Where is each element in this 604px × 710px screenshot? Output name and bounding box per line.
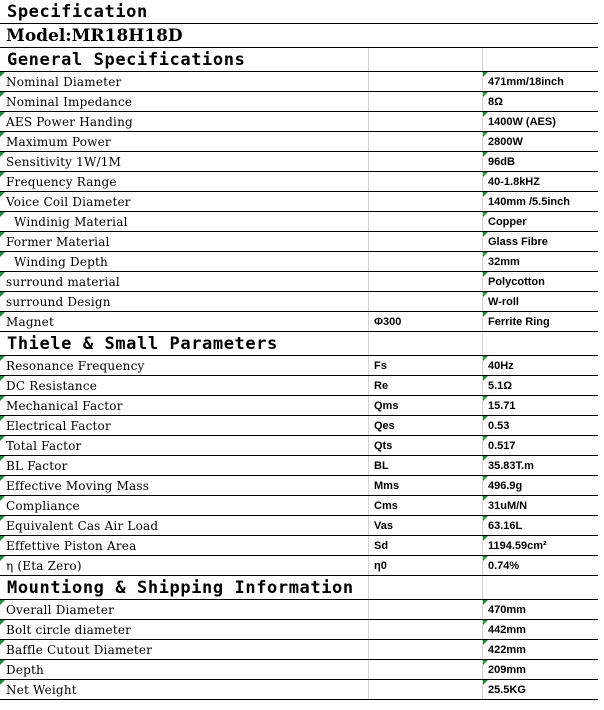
parameter-label: Maximum Power [6,135,111,149]
parameter-value: 15.71 [488,400,516,412]
cell-note-marker-icon [0,192,5,197]
parameter-label: Former Material [6,235,110,249]
parameter-value: 25.5KG [488,684,526,696]
table-row [0,172,598,192]
parameter-value: 0.74% [488,560,520,572]
parameter-value: 1194.59cm² [488,540,547,552]
parameter-symbol: Cms [374,500,398,512]
parameter-value: Copper [488,216,527,228]
cell-note-marker-icon [0,536,5,541]
parameter-label: Frequency Range [6,175,117,189]
table-row [0,92,598,112]
table-row [0,680,598,700]
parameter-value-cell[interactable] [482,436,598,455]
cell-note-marker-icon [0,476,5,481]
parameter-label: DC Resistance [6,379,98,393]
parameter-label: Equivalent Cas Air Load [6,519,159,533]
parameter-symbol-cell[interactable] [368,536,482,555]
parameter-label: Compliance [6,499,80,513]
parameter-name-cell[interactable] [0,232,368,251]
parameter-label: Electrical Factor [6,419,111,433]
parameter-value-cell[interactable] [482,312,598,331]
cell-note-marker-icon [0,496,5,501]
parameter-symbol-cell[interactable] [368,516,482,535]
parameter-symbol-cell[interactable] [368,436,482,455]
parameter-value-cell[interactable] [482,600,598,619]
table-row [0,436,598,456]
parameter-name-cell[interactable] [0,112,368,131]
cell-note-marker-icon [0,356,5,361]
parameter-value: 470mm [488,604,526,616]
parameter-label: surround material [6,275,120,289]
parameter-name-cell[interactable] [0,476,368,495]
parameter-symbol-cell[interactable] [368,132,482,151]
parameter-value-cell[interactable] [482,192,598,211]
parameter-symbol: Sd [374,540,389,552]
parameter-symbol-cell[interactable] [368,680,482,699]
parameter-value-cell[interactable] [482,92,598,111]
cell-note-marker-icon [0,172,5,177]
cell-note-marker-icon [0,680,5,685]
parameter-value: 1400W (AES) [488,116,556,128]
parameter-name-cell[interactable] [0,436,368,455]
column-divider [368,576,369,599]
cell-note-marker-icon [0,232,5,237]
cell-note-marker-icon [0,620,5,625]
cell-note-marker-icon [0,272,5,277]
cell-note-marker-icon [0,132,5,137]
parameter-value: 140mm /5.5inch [488,196,570,208]
table-row [0,496,598,516]
parameter-label: Total Factor [6,439,82,453]
parameter-label: Magnet [6,315,54,329]
parameter-name-cell[interactable] [0,620,368,639]
parameter-value-cell[interactable] [482,272,598,291]
table-row [0,72,598,92]
section-heading-row [0,332,598,356]
parameter-value: 31uM/N [488,500,528,512]
parameter-value-cell[interactable] [482,396,598,415]
table-row [0,376,598,396]
table-row [0,600,598,620]
parameter-name-cell[interactable] [0,292,368,311]
parameter-label: Resonance Frequency [6,359,145,373]
parameter-symbol-cell[interactable] [368,376,482,395]
parameter-symbol: Fs [374,360,387,372]
parameter-name-cell[interactable] [0,152,368,171]
cell-note-marker-icon [0,436,5,441]
parameter-name-cell[interactable] [0,456,368,475]
parameter-value-cell[interactable] [482,292,598,311]
parameter-symbol: BL [374,460,389,472]
parameter-value-cell[interactable] [482,556,598,575]
parameter-name-cell[interactable] [0,172,368,191]
table-row [0,252,598,272]
parameter-symbol-cell[interactable] [368,192,482,211]
parameter-value: 2800W [488,136,523,148]
parameter-value-cell[interactable] [482,640,598,659]
parameter-symbol-cell[interactable] [368,556,482,575]
parameter-symbol-cell[interactable] [368,92,482,111]
parameter-name-cell[interactable] [0,252,368,271]
parameter-symbol-cell[interactable] [368,416,482,435]
parameter-value-cell[interactable] [482,232,598,251]
parameter-value-cell[interactable] [482,416,598,435]
parameter-symbol: Vas [374,520,393,532]
table-row [0,640,598,660]
parameter-name-cell[interactable] [0,312,368,331]
column-divider [368,332,369,355]
parameter-label: Net Weight [6,683,77,697]
parameter-value: 5.1Ω [488,380,513,392]
parameter-value: 0.517 [488,440,516,452]
parameter-symbol-cell[interactable] [368,640,482,659]
parameter-label: Depth [6,663,44,677]
section-heading-cell[interactable] [0,576,368,599]
parameter-label: BL Factor [6,459,68,473]
parameter-symbol-cell[interactable] [368,292,482,311]
parameter-name-cell[interactable] [0,396,368,415]
table-row [0,356,598,376]
parameter-value-cell[interactable] [482,252,598,271]
parameter-label: Nominal Impedance [6,95,133,109]
section-heading: General Specifications [7,50,246,70]
parameter-symbol-cell[interactable] [368,476,482,495]
parameter-value-cell[interactable] [482,476,598,495]
parameter-value: 35.83T.m [488,460,534,472]
parameter-value: 422mm [488,644,526,656]
cell-note-marker-icon [0,660,5,665]
parameter-symbol-cell[interactable] [368,212,482,231]
model-name: Model:MR18H18D [6,26,183,46]
parameter-symbol-cell[interactable] [368,172,482,191]
parameter-label: Overall Diameter [6,603,115,617]
parameter-name-cell[interactable] [0,356,368,375]
parameter-label: Effective Moving Mass [6,479,150,493]
parameter-value-cell[interactable] [482,516,598,535]
parameter-label: Voice Coil Diameter [6,195,131,209]
table-row [0,620,598,640]
section-heading: Mountiong & Shipping Information [7,578,354,598]
parameter-value-cell[interactable] [482,152,598,171]
parameter-value-cell[interactable] [482,72,598,91]
parameter-value: 8Ω [488,96,503,108]
parameter-label: Effettive Piston Area [6,539,137,553]
table-row [0,152,598,172]
parameter-name-cell[interactable] [0,660,368,679]
model-cell[interactable] [0,24,368,47]
section-heading-cell[interactable] [0,48,368,71]
table-row [0,312,598,332]
parameter-symbol-cell[interactable] [368,456,482,475]
section-heading-row [0,48,598,72]
table-row [0,536,598,556]
parameter-symbol-cell[interactable] [368,600,482,619]
table-row [0,112,598,132]
parameter-value-cell[interactable] [482,536,598,555]
parameter-symbol-cell[interactable] [368,232,482,251]
parameter-value: 96dB [488,156,515,168]
section-heading: Thiele & Small Parameters [7,334,278,354]
parameter-symbol: Φ300 [374,316,402,328]
parameter-symbol-cell[interactable] [368,312,482,331]
parameter-value: 63.16L [488,520,523,532]
parameter-value-cell[interactable] [482,356,598,375]
cell-note-marker-icon [0,556,5,561]
parameter-value: 32mm [488,256,520,268]
parameter-label: η (Eta Zero) [6,559,82,573]
parameter-value-cell[interactable] [482,212,598,231]
table-row [0,556,598,576]
parameter-value-cell[interactable] [482,660,598,679]
cell-note-marker-icon [0,456,5,461]
parameter-value: 0.53 [488,420,510,432]
parameter-symbol: Qts [374,440,393,452]
parameter-label: Baffle Cutout Diameter [6,643,153,657]
cell-note-marker-icon [0,600,5,605]
parameter-value: 209mm [488,664,526,676]
parameter-value-cell[interactable] [482,456,598,475]
parameter-symbol-cell[interactable] [368,152,482,171]
parameter-value-cell[interactable] [482,680,598,699]
parameter-symbol: Qes [374,420,395,432]
title-cell[interactable] [0,0,368,23]
cell-note-marker-icon [0,312,5,317]
parameter-symbol-cell[interactable] [368,396,482,415]
parameter-value: 471mm/18inch [488,76,564,88]
cell-note-marker-icon [0,516,5,521]
cell-note-marker-icon [0,252,5,257]
parameter-label: Sensitivity 1W/1M [6,155,122,169]
cell-note-marker-icon [0,416,5,421]
cell-note-marker-icon [0,212,5,217]
section-heading-row [0,576,598,600]
parameter-value: 40Hz [488,360,514,372]
parameter-name-cell[interactable] [0,92,368,111]
parameter-name-cell[interactable] [0,600,368,619]
cell-note-marker-icon [0,92,5,97]
parameter-symbol: Mms [374,480,400,492]
parameter-symbol-cell[interactable] [368,620,482,639]
sheet-title: Specification [7,2,148,22]
table-row [0,416,598,436]
parameter-name-cell[interactable] [0,680,368,699]
parameter-symbol-cell[interactable] [368,660,482,679]
parameter-symbol-cell[interactable] [368,272,482,291]
parameter-value: 442mm [488,624,526,636]
parameter-symbol: η0 [374,560,387,572]
parameter-value-cell[interactable] [482,376,598,395]
parameter-symbol: Qms [374,400,399,412]
parameter-label: Windinig Material [14,215,128,229]
parameter-name-cell[interactable] [0,516,368,535]
parameter-symbol-cell[interactable] [368,496,482,515]
column-divider [368,48,369,71]
cell-note-marker-icon [0,152,5,157]
parameter-label: Mechanical Factor [6,399,123,413]
table-row [0,660,598,680]
cell-note-marker-icon [0,640,5,645]
parameter-value-cell[interactable] [482,496,598,515]
table-row [0,212,598,232]
parameter-value: Ferrite Ring [488,316,550,328]
parameter-symbol: Re [374,380,389,392]
table-row [0,132,598,152]
cell-note-marker-icon [0,396,5,401]
table-row [0,272,598,292]
parameter-label: AES Power Handing [6,115,133,129]
table-row [0,192,598,212]
parameter-value: 40-1.8kHZ [488,176,540,188]
table-row [0,292,598,312]
parameter-name-cell[interactable] [0,376,368,395]
table-row [0,476,598,496]
table-row [0,396,598,416]
parameter-name-cell[interactable] [0,132,368,151]
parameter-symbol-cell[interactable] [368,72,482,91]
parameter-name-cell[interactable] [0,536,368,555]
parameter-label: Nominal Diameter [6,75,122,89]
parameter-name-cell[interactable] [0,272,368,291]
cell-note-marker-icon [0,112,5,117]
table-row [0,456,598,476]
parameter-symbol-cell[interactable] [368,356,482,375]
parameter-value-cell[interactable] [482,620,598,639]
model-row [0,24,598,48]
parameter-name-cell[interactable] [0,640,368,659]
cell-note-marker-icon [0,376,5,381]
parameter-value: Polycotton [488,276,545,288]
parameter-label: Bolt circle diameter [6,623,132,637]
table-row [0,232,598,252]
parameter-symbol-cell[interactable] [368,112,482,131]
title-row [0,0,598,24]
parameter-name-cell[interactable] [0,556,368,575]
table-row [0,516,598,536]
parameter-value: 496.9g [488,480,523,492]
parameter-value-cell[interactable] [482,172,598,191]
parameter-label: surround Design [6,295,111,309]
parameter-value-cell[interactable] [482,112,598,131]
parameter-name-cell[interactable] [0,192,368,211]
parameter-value-cell[interactable] [482,132,598,151]
parameter-name-cell[interactable] [0,496,368,515]
column-divider [482,332,483,355]
parameter-value: Glass Fibre [488,236,548,248]
section-heading-cell[interactable] [0,332,368,355]
column-divider [482,576,483,599]
parameter-name-cell[interactable] [0,416,368,435]
cell-note-marker-icon [0,292,5,297]
cell-note-marker-icon [0,72,5,77]
parameter-symbol-cell[interactable] [368,252,482,271]
parameter-label: Winding Depth [14,255,108,269]
parameter-name-cell[interactable] [0,212,368,231]
parameter-name-cell[interactable] [0,72,368,91]
parameter-value: W-roll [488,296,519,308]
column-divider [482,48,483,71]
